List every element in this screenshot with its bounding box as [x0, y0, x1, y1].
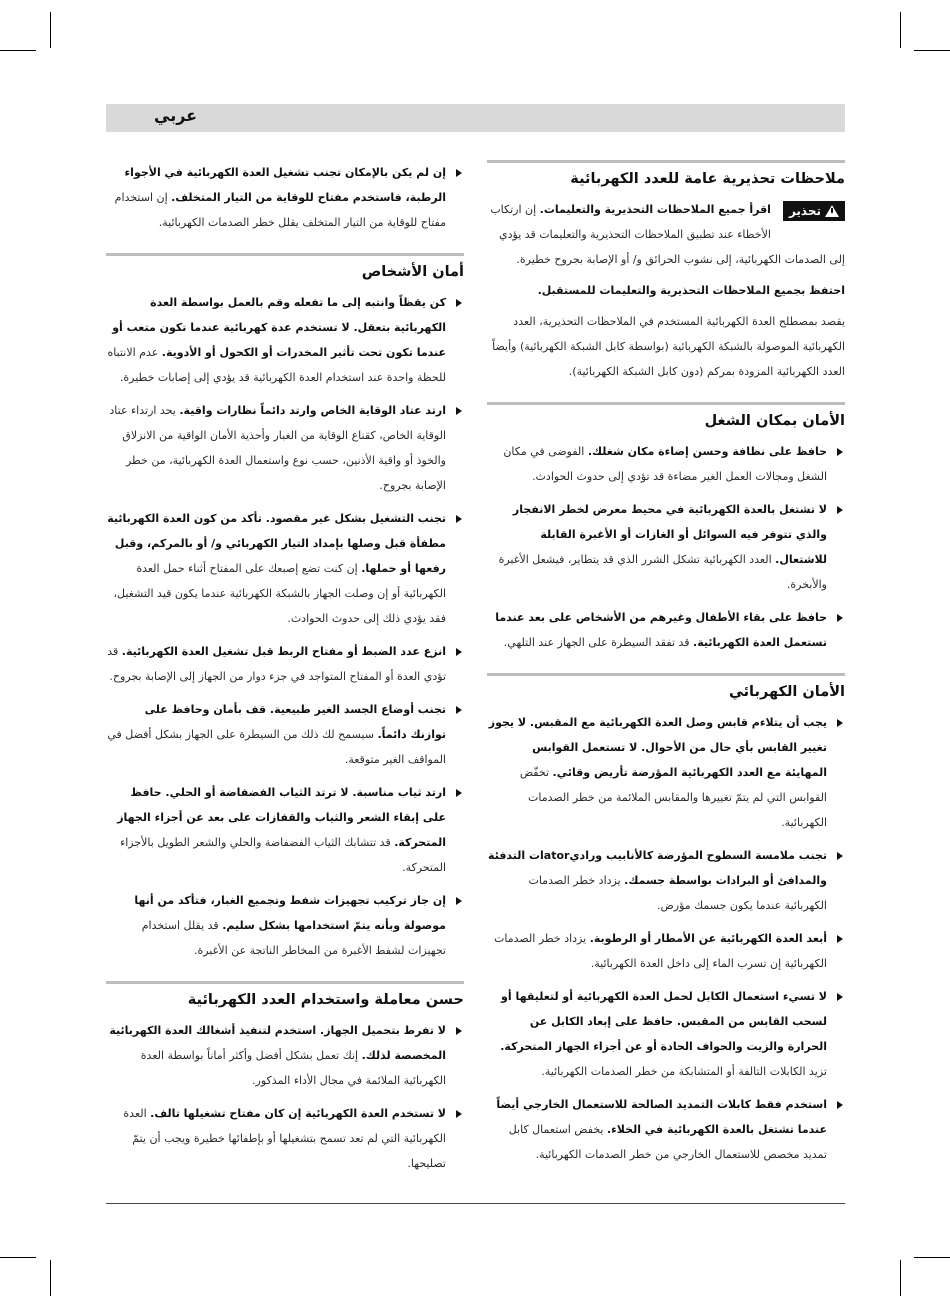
crop-mark	[914, 50, 950, 51]
list-item: يجب أن يتلاءم قابس وصل العدة الكهربائية مع المقبس. لا يجوز تغيير القابس بأي حال من الأحوال. لا تستعمل القوابس المهايئة مع العدد الكهربائية المؤرضة تأريض وقائي. تخفّض القوابس التي لم يتمّ تغييرها والمقابس الملائمة من خطر الصدمات الكهربائية.	[487, 710, 845, 835]
list-item: كن يقظاً وانتبه إلى ما تفعله وقم بالعمل بواسطة العدة الكهربائية بتعقل. لا تستخدم عدة كهربائية عندما تكون متعب أو عندما تكون تحت تأثير المخدرات أو الكحول أو الأدوية. عدم الانتباه للحظة واحدة عند استخدام العدة الكهربائية قد يؤدي إلى إصابات خطيرة.	[106, 290, 464, 390]
crop-mark	[914, 1257, 950, 1258]
crop-mark	[50, 1260, 51, 1296]
electrical-list	[487, 710, 845, 1167]
keep-instructions	[487, 278, 845, 303]
section-rule	[106, 253, 464, 256]
tool-handling-section	[106, 981, 464, 1176]
section-title: الأمان الكهربائي	[728, 684, 845, 700]
list-item: لا تستخدم العدة الكهربائية إن كان مفتاح تشغيلها تالف. العدة الكهربائية التي لم تعد تسمح بتشغيلها أو بإطفائها خطيرة ويجب أن يتمّ تصليحها.	[106, 1101, 464, 1176]
list-item: لا تسيء استعمال الكابل لحمل العدة الكهربائية أو لتعليقها أو لسحب القابس من المقبس. حافظ على إبعاد الكابل عن الحرارة والزيت والحواف الحادة أو عن أجزاء الجهاز المتحركة. تزيد الكابلات التالفة أو المتشابكة من خطر الصدمات الكهربائية.	[487, 984, 845, 1084]
personal-list	[106, 290, 464, 963]
list-item: تجنب التشغيل بشكل غير مقصود. تأكد من كون العدة الكهربائية مطفأة قبل وصلها بإمداد التيار الكهربائي و/ أو بالمركم، وقبل رفعها أو حملها. إن كنت تضع إصبعك على المفتاح أثناء حمل العدة الكهربائية أو إن وصلت الجهاز بالشبكة الكهربائية عندما يكون قيد التشغيل، فقد يؤدي ذلك إلى حدوث الحوادث.	[106, 506, 464, 631]
right-column	[487, 160, 845, 1185]
list-item: ارتد عتاد الوقاية الخاص وارتد دائماً نظارات واقية. يحد ارتداء عتاد الوقاية الخاص، كقناع الوقاية من الغبار وأحذية الأمان الواقية من الانزلاق والخوذ أو واقية الأذنين، حسب نوع واستعمال العدة الكهربائية، من خطر الإصابة بجروح.	[106, 398, 464, 498]
list-item: إن لم يكن بالإمكان تجنب تشغيل العدة الكهربائية في الأجواء الرطبة، فاستخدم مفتاح للوقاية من التيار المتخلف. إن استخدام مفتاح للوقاية من التيار المتخلف يقلل خطر الصدمات الكهربائية.	[106, 160, 464, 235]
footer-rule	[106, 1203, 845, 1204]
language-header-bar	[106, 104, 845, 132]
section-title: حسن معاملة واستخدام العدد الكهربائية	[187, 992, 464, 1008]
list-item: استخدم فقط كابلات التمديد الصالحة للاستعمال الخارجي أيضاً عندما تشتغل بالعدة الكهربائية في الخلاء. يخفض استعمال كابل تمديد مخصص للاستعمال الخارجي من خطر الصدمات الكهربائية.	[487, 1092, 845, 1167]
section-title: أمان الأشخاص	[361, 264, 464, 280]
warning-block	[487, 197, 845, 278]
workplace-section	[487, 402, 845, 655]
handling-list	[106, 1018, 464, 1176]
list-item: حافظ على بقاء الأطفال وغيرهم من الأشخاص على بعد عندما تستعمل العدة الكهربائية. قد تفقد السيطرة على الجهاز عند التلهي.	[487, 605, 845, 655]
warning-bold: اقرأ جميع الملاحظات التحذيرية والتعليمات.	[539, 203, 771, 216]
workplace-list	[487, 439, 845, 655]
moisture-list	[106, 160, 464, 235]
warning-triangle-icon	[825, 205, 839, 217]
warning-text: إن ارتكاب الأخطاء عند تطبيق الملاحظات التحذيرية والتعليمات قد يؤدي إلى الصدمات الكهربائية، إلى نشوب الحرائق و/ أو الإصابة بجروح خطيرة.	[490, 203, 845, 266]
crop-mark	[0, 50, 36, 51]
list-item: انزع عدد الضبط أو مفتاح الربط قبل تشغيل العدة الكهربائية. قد تؤدي العدة أو المفتاح المتواجد في جزء دوار من الجهاز إلى الإصابة بجروح.	[106, 639, 464, 689]
list-item: ارتد ثياب مناسبة. لا ترتد الثياب الفضفاضة أو الحلي. حافظ على إبقاء الشعر والثياب والقفازات على بعد عن أجزاء الجهاز المتحركة. قد تتشابك الثياب الفضفاضة والحلي والشعر الطويل بالأجزاء المتحركة.	[106, 780, 464, 880]
crop-mark	[900, 1260, 901, 1296]
electrical-section	[487, 673, 845, 1167]
list-item: حافظ على نظافة وحسن إضاءة مكان شغلك. الفوضى في مكان الشغل ومجالات العمل الغير مضاءة قد تؤدي إلى حدوث الحوادث.	[487, 439, 845, 489]
left-column	[106, 160, 464, 1194]
list-item: إن جاز تركيب تجهيزات شفط وتجميع الغبار، فتأكد من أنها موصولة وبأنه يتمّ استخدامها بشكل سليم. قد يقلل استخدام تجهيزات لشفط الأغبرة من المخاطر الناتجة عن الأغبرة.	[106, 888, 464, 963]
list-item: تجنب ملامسة السطوح المؤرضة كالأنابيب وراديatorات التدفئة والمدافئ أو البرادات بواسطة جسمك. يزداد خطر الصدمات الكهربائية عندما يكون جسمك مؤرض.	[487, 843, 845, 918]
warning-label: تحذير	[788, 204, 821, 218]
section-rule	[106, 981, 464, 984]
section-rule	[487, 673, 845, 676]
general-warnings-section	[487, 160, 845, 384]
keep-bold: احتفظ بجميع الملاحظات التحذيرية والتعليمات للمستقبل.	[537, 284, 845, 297]
section-rule	[487, 402, 845, 405]
list-item: لا تفرط بتحميل الجهاز. استخدم لتنفيذ أشغالك العدة الكهربائية المخصصة لذلك. إنك تعمل بشكل أفضل وأكثر أماناً بواسطة العدة الكهربائية الملائمة في مجال الأداء المذكور.	[106, 1018, 464, 1093]
personal-safety-section	[106, 253, 464, 963]
moisture-item-section	[106, 160, 464, 235]
crop-mark	[0, 1257, 36, 1258]
section-rule	[487, 160, 845, 163]
crop-mark	[50, 12, 51, 48]
warning-badge	[783, 201, 845, 221]
list-item: تجنب أوضاع الجسد الغير طبيعية. قف بأمان وحافظ على توازنك دائماً. سيسمح لك ذلك من السيطرة على الجهاز بشكل أفضل في المواقف الغير متوقعة.	[106, 697, 464, 772]
definition-paragraph: يقصد بمصطلح العدة الكهربائية المستخدم في الملاحظات التحذيرية، العدد الكهربائية الموصولة بالشبكة الكهربائية (بواسطة كابل الشبكة الكهربائية) وأيضاً العدد الكهربائية المزودة بمركم (دون كابل الشبكة الكهربائية).	[492, 315, 845, 378]
list-item: أبعد العدة الكهربائية عن الأمطار أو الرطوبة. يزداد خطر الصدمات الكهربائية إن تسرب الماء إلى داخل العدة الكهربائية.	[487, 926, 845, 976]
section-title: الأمان بمكان الشغل	[704, 413, 845, 429]
language-label: عربي	[154, 106, 198, 125]
section-title: ملاحظات تحذيرية عامة للعدد الكهربائية	[570, 171, 845, 187]
list-item: لا تشتغل بالعدة الكهربائية في محيط معرض لخطر الانفجار والذي تتوفر فيه السوائل أو الغازات أو الأغبرة القابلة للاشتعال. العدد الكهربائية تشكل الشرر الذي قد يتطاير، فيشعل الأغبرة والأبخرة.	[487, 497, 845, 597]
crop-mark	[900, 12, 901, 48]
